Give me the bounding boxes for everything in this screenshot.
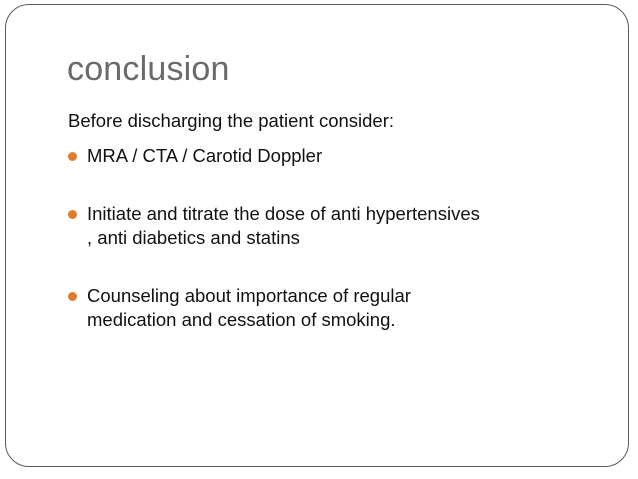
bullet-text: Initiate and titrate the dose of anti hypertensives , anti diabetics and statins — [87, 203, 480, 248]
bullet-item — [68, 202, 598, 250]
orange-bullet-icon — [68, 292, 77, 301]
bullet-text: Counseling about importance of regular medication and cessation of smoking. — [87, 285, 411, 330]
intro-text: Before discharging the patient consider: — [68, 110, 395, 131]
bullet-item — [68, 144, 598, 168]
orange-bullet-icon — [68, 152, 77, 161]
orange-bullet-icon — [68, 210, 77, 219]
bullet-text: MRA / CTA / Carotid Doppler — [87, 145, 323, 166]
bullet-item — [68, 284, 598, 332]
slide-title: conclusion — [67, 50, 230, 88]
bullet-list — [68, 144, 598, 332]
